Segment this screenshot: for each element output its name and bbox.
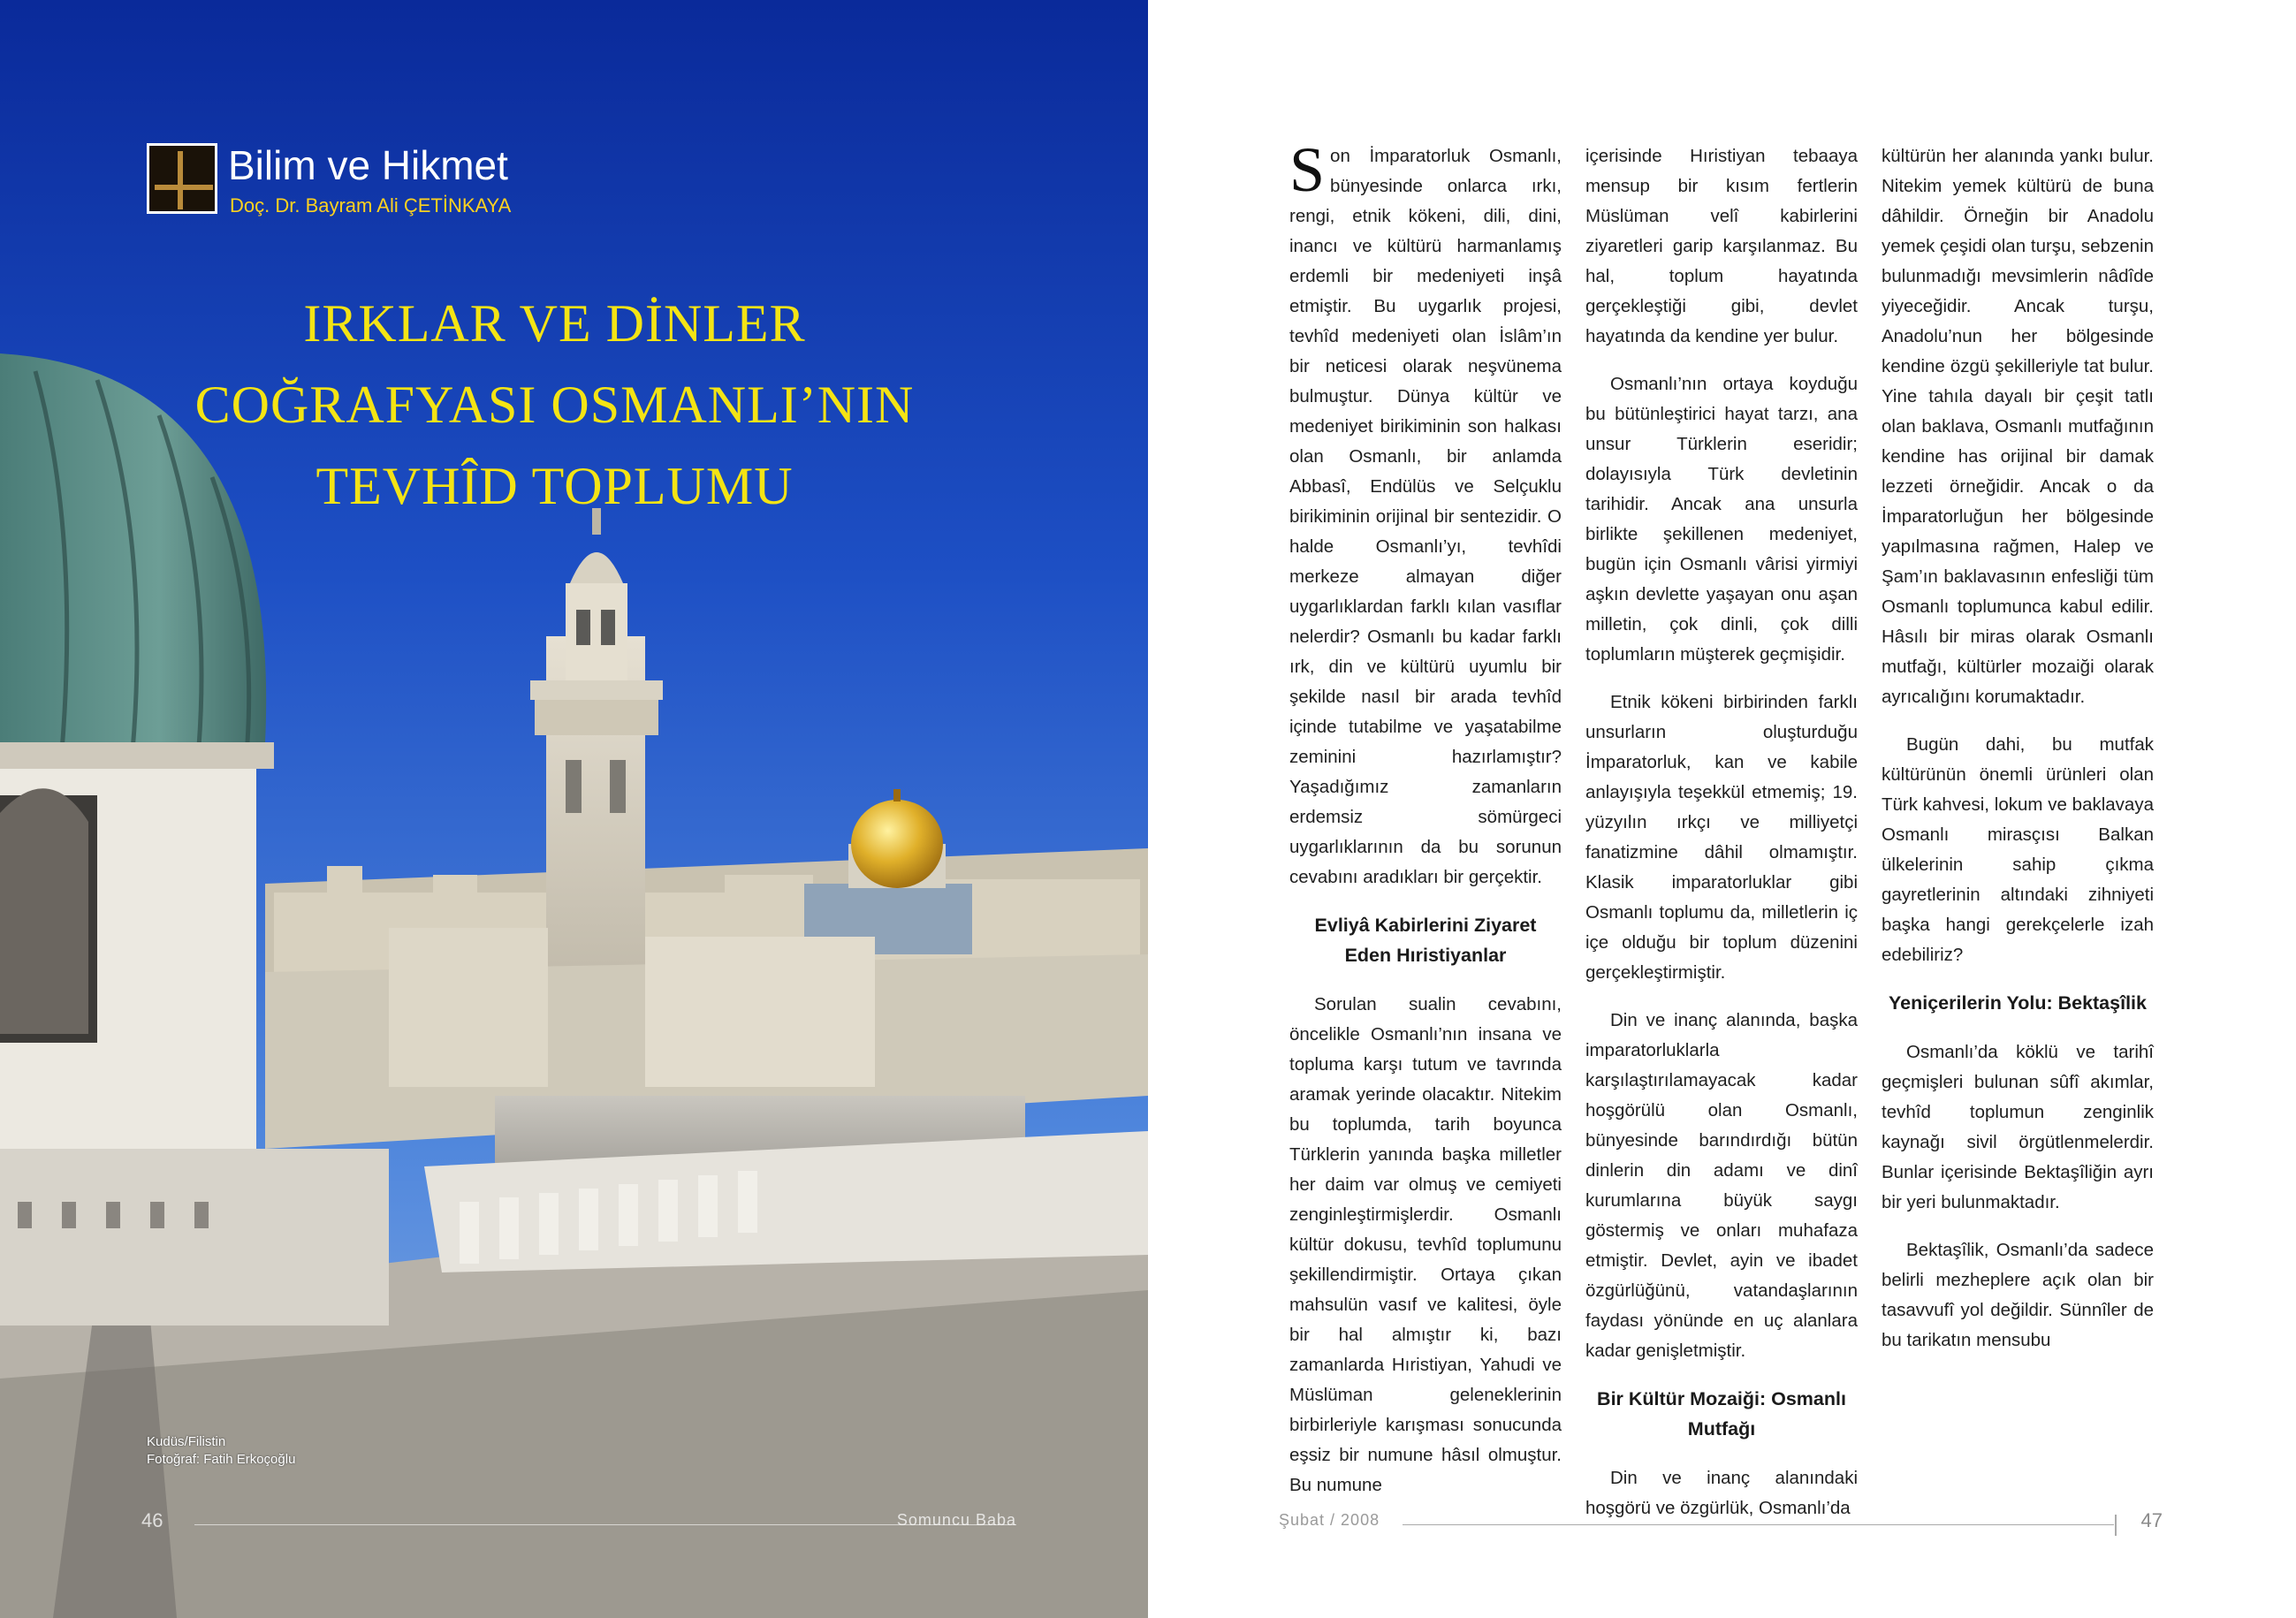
- subheading: Yeniçerilerin Yolu: Bektaşîlik: [1889, 992, 2147, 1014]
- section-title: Bilim ve Hikmet: [228, 142, 508, 188]
- subheading: Bir Kültür Mozaiği: Osmanlı Mutfağı: [1597, 1388, 1846, 1439]
- right-page: [1148, 0, 2296, 1618]
- photo-caption: [147, 1433, 295, 1469]
- footer-rule: [1403, 1524, 2114, 1525]
- footer-rule: [194, 1524, 1016, 1525]
- paragraph: Osmanlı’nın ortaya koyduğu bu bütünleştirici hayat tarzı, ana unsur Türklerin eseridir; dolayısıyla Türk devletinin tarihidir. Ancak ana unsurla birlikte şekillenen medeniyet, bugün için Osmanlı vârisi yirmiyi aşkın devlette yaşayan onu aşan milletin, çok dinli, çok dilli toplumların müşterek geçmişidir.: [1585, 374, 1858, 665]
- section-logo-icon: [147, 143, 217, 214]
- caption-location: Kudüs/Filistin: [147, 1434, 226, 1449]
- caption-credit: Fotoğraf: Fatih Erkoçoğlu: [147, 1452, 296, 1467]
- drop-cap: S: [1289, 134, 1326, 205]
- article-title-line: TEVHÎD TOPLUMU: [316, 457, 794, 515]
- footer-right: [1279, 1509, 2163, 1539]
- page-number: 47: [2140, 1509, 2163, 1531]
- subheading: Evliyâ Kabirlerini Ziyaret Eden Hıristiyanlar: [1314, 915, 1537, 966]
- paragraph: Son İmparatorluk Osmanlı, bünyesinde onlarca ırkı, rengi, etnik kökeni, dili, dini, inancı ve kültürü harmanlamış erdemli bir medeniyeti inşâ etmiştir. Bu uygarlık projesi, tevhîd medeniyeti olan İslâm’ın bir neticesi olarak neşvünema bulmuştur. Dünya kültür ve medeniyet birikiminin son halkası olan Osmanlı, bir anlamda Abbasî, Endülüs ve Selçuklu birikiminin orijinal bir sentezidir. O halde Osmanlı’yı, tevhîdi merkeze almayan diğer uygarlıklardan farklı kılan vasıflar nelerdir? Osmanlı bu kadar farklı ırk, din ve kültürü uyumlu bir şekilde nasıl bir arada tevhîd içinde tutabilme ve yaşatabilme zeminini hazırlamıştır? Yaşadığımız zamanların erdemsiz sömürgeci uygarlıklarının da bu sorunun cevabını aradıkları bir gerçektir.: [1289, 134, 1562, 887]
- paragraph: Osmanlı’da köklü ve tarihî geçmişleri bulunan sûfî akımlar, tevhîd toplumun zenginlik kaynağı sivil örgütlenmelerdir. Bunlar içerisinde Bektaşîliğin ayrı bir yeri bulunmaktadır.: [1882, 1042, 2154, 1212]
- page-number: 46: [141, 1509, 163, 1531]
- paragraph: Bektaşîlik, Osmanlı’da sadece belirli mezheplere açık olan bir tasavvufî yol değildir. Sünnîler de bu tarikatın mensubu: [1882, 1240, 2154, 1350]
- paragraph: Din ve inanç alanındaki hoşgörü ve özgürlük, Osmanlı’da: [1585, 1468, 1858, 1518]
- text-column-3: [1882, 141, 2154, 1373]
- footer-left: [141, 1509, 1016, 1536]
- paragraph: Din ve inanç alanında, başka imparatorluklarla karşılaştırılamayacak kadar hoşgörülü olan Osmanlı, bünyesinde barındırdığı bütün dinlerin din adamı ve dinî kurumlarına büyük saygı göstermiş ve onları muhafaza etmiştir. Devlet, ayin ve ibadet özgürlüğünü, vatandaşlarının faydası yönünde en uç alanlara kadar genişletmiştir.: [1585, 1010, 1858, 1361]
- paragraph: kültürün her alanında yankı bulur. Nitekim yemek kültürü de buna dâhildir. Örneğin bir Anadolu yemek çeşidi olan turşu, sebzenin bulunmadığı mevsimlerin nâdîde yiyeceğidir. Ancak turşu, Anadolu’nun her bölgesinde kendine özgü şekilleriyle tat bulur. Yine tahıla dayalı bir çeşit tatlı olan baklava, Osmanlı mutfağının kendine has orijinal bir damak lezzeti örneğidir. Ancak o da İmparatorluğun her bölgesinde yapılmasına rağmen, Halep ve Şam’ın baklavasının enfesliği tüm Osmanlı toplumunca kabul edilir. Hâsılı bir miras olarak Osmanlı mutfağı, kültürler mozaiği olarak ayrıcalığını korumaktadır.: [1882, 146, 2154, 707]
- author-name: Doç. Dr. Bayram Ali ÇETİNKAYA: [230, 194, 512, 216]
- article-title-line: IRKLAR VE DİNLER: [303, 294, 806, 353]
- article-title: [141, 283, 968, 527]
- paragraph: Bugün dahi, bu mutfak kültürünün önemli ürünleri olan Türk kahvesi, lokum ve baklavaya Osmanlı mirasçısı Balkan ülkelerinin sahip çıkma gayretlerinin altındaki zihniyeti başka hangi gerekçelerle izah edebiliriz?: [1882, 734, 2154, 965]
- footer-tick: [2115, 1515, 2117, 1536]
- article-title-line: COĞRAFYASI OSMANLI’NIN: [194, 376, 915, 434]
- paragraph: Sorulan sualin cevabını, öncelikle Osmanlı’nın insana ve topluma karşı tutum ve tavrında aramak yerinde olacaktır. Nitekim bu toplumda, tarih boyunca Türklerin yanında başka milletler her daim var olmuş ve cemiyeti zenginleştirmişlerdir. Osmanlı kültür dokusu, tevhîd toplumunu şekillendirmiştir. Ortaya çıkan mahsulün vasıf ve kalitesi, öyle bir hal almıştır ki, bazı zamanlarda Hıristiyan, Yahudi ve Müslüman geleneklerinin birbirleriyle karışması sonucunda eşsiz bir numune hâsıl olmuştur. Bu numune: [1289, 994, 1562, 1495]
- issue-date: Şubat / 2008: [1279, 1511, 1380, 1529]
- text-column-2: [1585, 141, 1858, 1541]
- magazine-name: Somuncu Baba: [896, 1511, 1016, 1529]
- text-column-1: [1289, 134, 1562, 1518]
- paragraph: Etnik kökeni birbirinden farklı unsurların oluşturduğu İmparatorluk, kan ve kabile anlayışıyla teşekkül etmemiş; 19. yüzyılın ırkçı ve milliyetçi fanatizmine dâhil olmamıştır. Klasik imparatorluklar gibi Osmanlı toplumu da, milletlerin iç içe olduğu bir toplum düzenini gerçekleştirmiştir.: [1585, 692, 1858, 983]
- paragraph: içerisinde Hıristiyan tebaaya mensup bir kısım fertlerin Müslüman velî kabirlerini ziyaretleri garip karşılanmaz. Bu hal, toplum hayatında gerçekleştiği gibi, devlet hayatında da kendine yer bulur.: [1585, 146, 1858, 346]
